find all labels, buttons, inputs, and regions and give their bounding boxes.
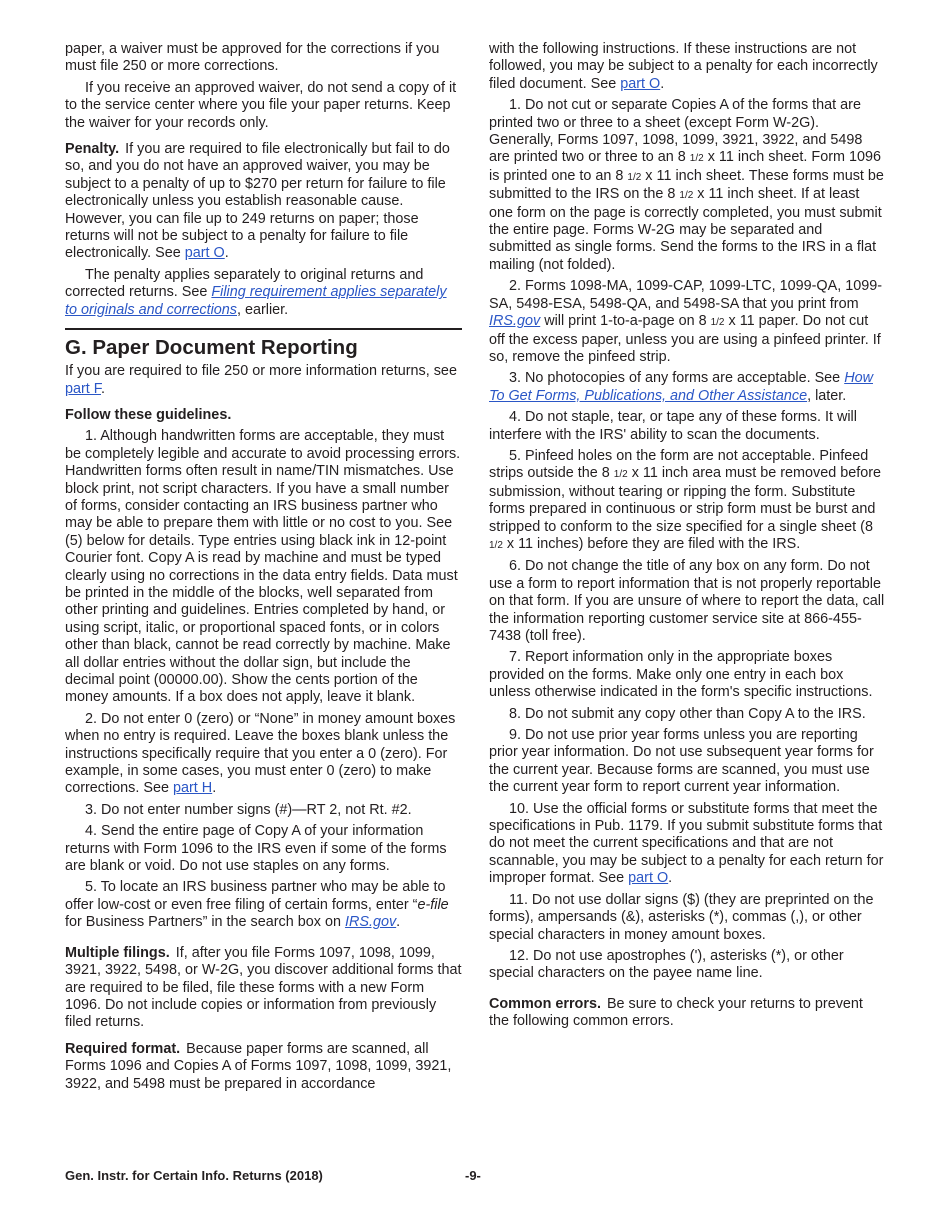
page-number: -9- [465,1168,481,1183]
right-column [489,41,885,1035]
text: . [224,245,229,262]
requirement-item [489,278,885,366]
part-o-link[interactable]: part O [184,245,225,262]
text: 1. Although handwritten forms are acceptable, they must be completely legible and accurate to avoid processing errors. Handwritten forms often result in name/TIN mismatches. Use block print, not script characters. If you have a small number of forms, consider contacting an IRS business partner who may be able to prepare them with little or no cost to you. See (5) below for details. Type entries using black ink in 12-point Courier font. Copy A is read by machine and must be typed clearly using no corrections in the data entry fields. Data must be printed in the middle of the blocks, well separated from other printing and guidelines. Entries completed by hand, or using script, italic, or proportional spaced fonts, or in colors other than black, cannot be read correctly by machine. Make all dollar entries without the dollar sign, but include the decimal point (00000.00). Show the cents portion of the money amounts. If a box does not apply, leave it blank. [65,428,461,706]
text: 7. Report information only in the appropriate boxes provided on the forms. Make only one entry in each box unless otherwise indicated in the form's specific instructions. [489,649,873,701]
text: 2. Forms 1098-MA, 1099-CAP, 1099-LTC, 1099-QA, 1099-SA, 5498-ESA, 5498-QA, and 5498-SA that you print from [489,278,883,312]
text: . [668,870,673,887]
text: 4. Do not staple, tear, or tape any of these forms. It will interfere with the IRS' ability to scan the documents. [489,409,857,443]
irs-gov-link[interactable]: IRS.gov [344,914,397,931]
text: will print 1-to-a-page on 8 [540,313,711,330]
text: 12. Do not use apostrophes ('), asterisks (*), or other special characters on the payee name line. [489,947,844,982]
requirement-item [489,948,885,983]
part-f-link[interactable]: part F [65,380,101,397]
text: x 11 inches) before they are filed with the IRS. [502,535,801,552]
multiple-filings-paragraph [65,945,462,1032]
text: 2. Do not enter 0 (zero) or “None” in money amount boxes when no entry is required. Leave the boxes blank unless the instructions specifically require that you enter a 0 (zero). For example, in some cases, you must enter 0 (zero) to make corrections. See [65,710,456,797]
text: . [396,914,401,931]
requirement-item [489,649,885,701]
paragraph [65,363,462,398]
text: Be sure to check your returns to prevent the following common errors. [489,995,863,1030]
text: The penalty applies separately to original returns and corrected returns. See [65,266,424,301]
text: 3. Do not enter number signs (#)—RT 2, not Rt. #2. [85,801,412,818]
text: x 11 inch sheet. If at least one form on the page is correctly completed, you must submit the entire page. Forms W-2G may be separated and submitted as single forms. Send the forms to the IRS in a flat mailing (not folded). [489,186,882,273]
guideline-item [65,802,462,819]
requirement-item [489,409,885,444]
fraction: 1/2 [613,469,628,481]
fraction: 1/2 [489,539,503,551]
text: 8. Do not submit any copy other than Copy A to the IRS. [509,705,866,722]
section-heading: G. Paper Document Reporting [65,336,358,360]
filing-requirement-link[interactable]: Filing requirement applies separately to originals and corrections [65,284,447,318]
text: 3. No photocopies of any forms are acceptable. See [509,370,841,387]
text: . [660,75,665,92]
required-format-paragraph [65,1041,462,1093]
requirement-item [489,727,885,797]
guideline-item [65,879,462,931]
common-errors-heading: Common errors. [489,995,601,1012]
guideline-item [65,711,462,798]
required-format-heading: Required format. [65,1040,181,1057]
penalty-heading: Penalty. [65,141,120,158]
text: If, after you file Forms 1097, 1098, 1099, 3921, 3922, 5498, or W-2G, you discover additional forms that are required to be filed, file these forms with a new Form 1096. Do not include copies or information from previously filed returns. [65,944,462,1031]
text: 4. Send the entire page of Copy A of your information returns with Form 1096 to the IRS even if some of the forms are blank or void. Do not use staples on any forms. [65,823,447,875]
paragraph [489,41,885,93]
text: . [212,780,217,797]
text: . [101,380,105,397]
text: 5. To locate an IRS business partner who may be able to offer low-cost or even free filing of certain forms, enter “ [65,879,446,913]
penalty-paragraph [65,141,462,263]
text: paper, a waiver must be approved for the corrections if you must file 250 or more corrections. [65,41,440,75]
part-o-link[interactable]: part O [628,870,669,887]
footer-title: Gen. Instr. for Certain Info. Returns (2018) [65,1168,323,1183]
text: 11. Do not use dollar signs ($) (they are preprinted on the forms), ampersands (&), asterisks (*), commas (,), or other special characters in money amount boxes. [489,891,874,943]
text: with the following instructions. If these instructions are not followed, you may be subject to a penalty for each incorrectly filed document. See [489,41,878,92]
irs-gov-link[interactable]: IRS.gov [489,313,541,330]
text: , later. [807,387,847,404]
paragraph [65,80,462,132]
text: x 11 inch sheet. Form 1096 is printed one to an 8 [489,149,882,184]
left-column [65,41,462,1097]
text: Because paper forms are scanned, all Forms 1096 and Copies A of Forms 1097, 1098, 1099, 3921, 3922, and 5498 must be prepared in accordance [65,1040,452,1092]
fraction: 1/2 [627,171,642,183]
text: If you receive an approved waiver, do not send a copy of it to the service center where you file your paper returns. Keep the waiver for your records only. [65,79,457,131]
text: 6. Do not change the title of any box on any form. Do not use a form to report information that is not properly reportable on that form. If you are unsure of where to report the data, call the information reporting customer service site at 866-455-7438 (toll free). [489,558,885,644]
part-h-link[interactable]: part H [172,780,213,797]
paragraph [65,267,462,319]
text: If you are required to file 250 or more information returns, see [65,363,457,380]
requirement-item [489,706,885,723]
common-errors-paragraph [489,996,885,1031]
guideline-item [65,428,462,707]
text: e-file [417,896,449,913]
text: , earlier. [236,301,289,318]
requirement-item [489,448,885,554]
text: 9. Do not use prior year forms unless you are reporting prior year information. Do not use subsequent year forms for the current year. Because forms are scanned, you must use the current year form to report current year information. [489,727,874,796]
paragraph [65,41,462,76]
text: for Business Partners” in the search box on [65,914,341,931]
text: 1. Do not cut or separate Copies A of the forms that are printed two or three to a sheet (except Form W-2G). Generally, Forms 1097, 1098, 1099, 3921, 3922, and 5498 are printed two or three to an 8 [489,97,863,166]
requirement-item [489,892,885,944]
text: x 11 inch sheet. These forms must be submitted to the IRS on the 8 [489,167,884,203]
text: x 11 inch area must be removed before submission, without tearing or ripping the form. Substitute forms prepared in continuous or strip form must be burst and stripped to conform to the size specified for a single sheet (8 [489,465,882,535]
requirement-item [489,370,885,405]
how-to-get-forms-link[interactable]: How To Get Forms, Publications, and Other Assistance [489,370,873,404]
fraction: 1/2 [679,190,694,202]
fraction: 1/2 [689,153,704,165]
guideline-item [65,823,462,875]
section-divider [65,328,462,330]
fraction: 1/2 [710,317,725,329]
requirement-item [489,558,885,645]
requirement-item [489,97,885,274]
guidelines-heading: Follow these guidelines. [65,406,232,423]
requirement-item [489,801,885,888]
text: 5. Pinfeed holes on the form are not acceptable. Pinfeed strips outside the 8 [489,447,869,482]
text: If you are required to file electronically but fail to do so, and you do not have an approved waiver, you may be subject to a penalty of up to $270 per return for failure to file electronically unless you establish reasonable cause. However, you can file up to 249 returns on paper; those returns will not be subject to a penalty for failure to file electronically. See [65,141,450,262]
part-o-link[interactable]: part O [620,75,661,92]
text: 10. Use the official forms or substitute forms that meet the specifications in Pub. 1179. If you submit substitute forms that do not meet the current specifications and that are not scannable, you may be subject to a penalty for each return for improper format. See [489,800,884,887]
text: x 11 paper. Do not cut off the excess paper, unless you are using a pinfeed printer. If so, remove the pinfeed strip. [489,313,881,365]
multiple-filings-heading: Multiple filings. [65,944,170,961]
